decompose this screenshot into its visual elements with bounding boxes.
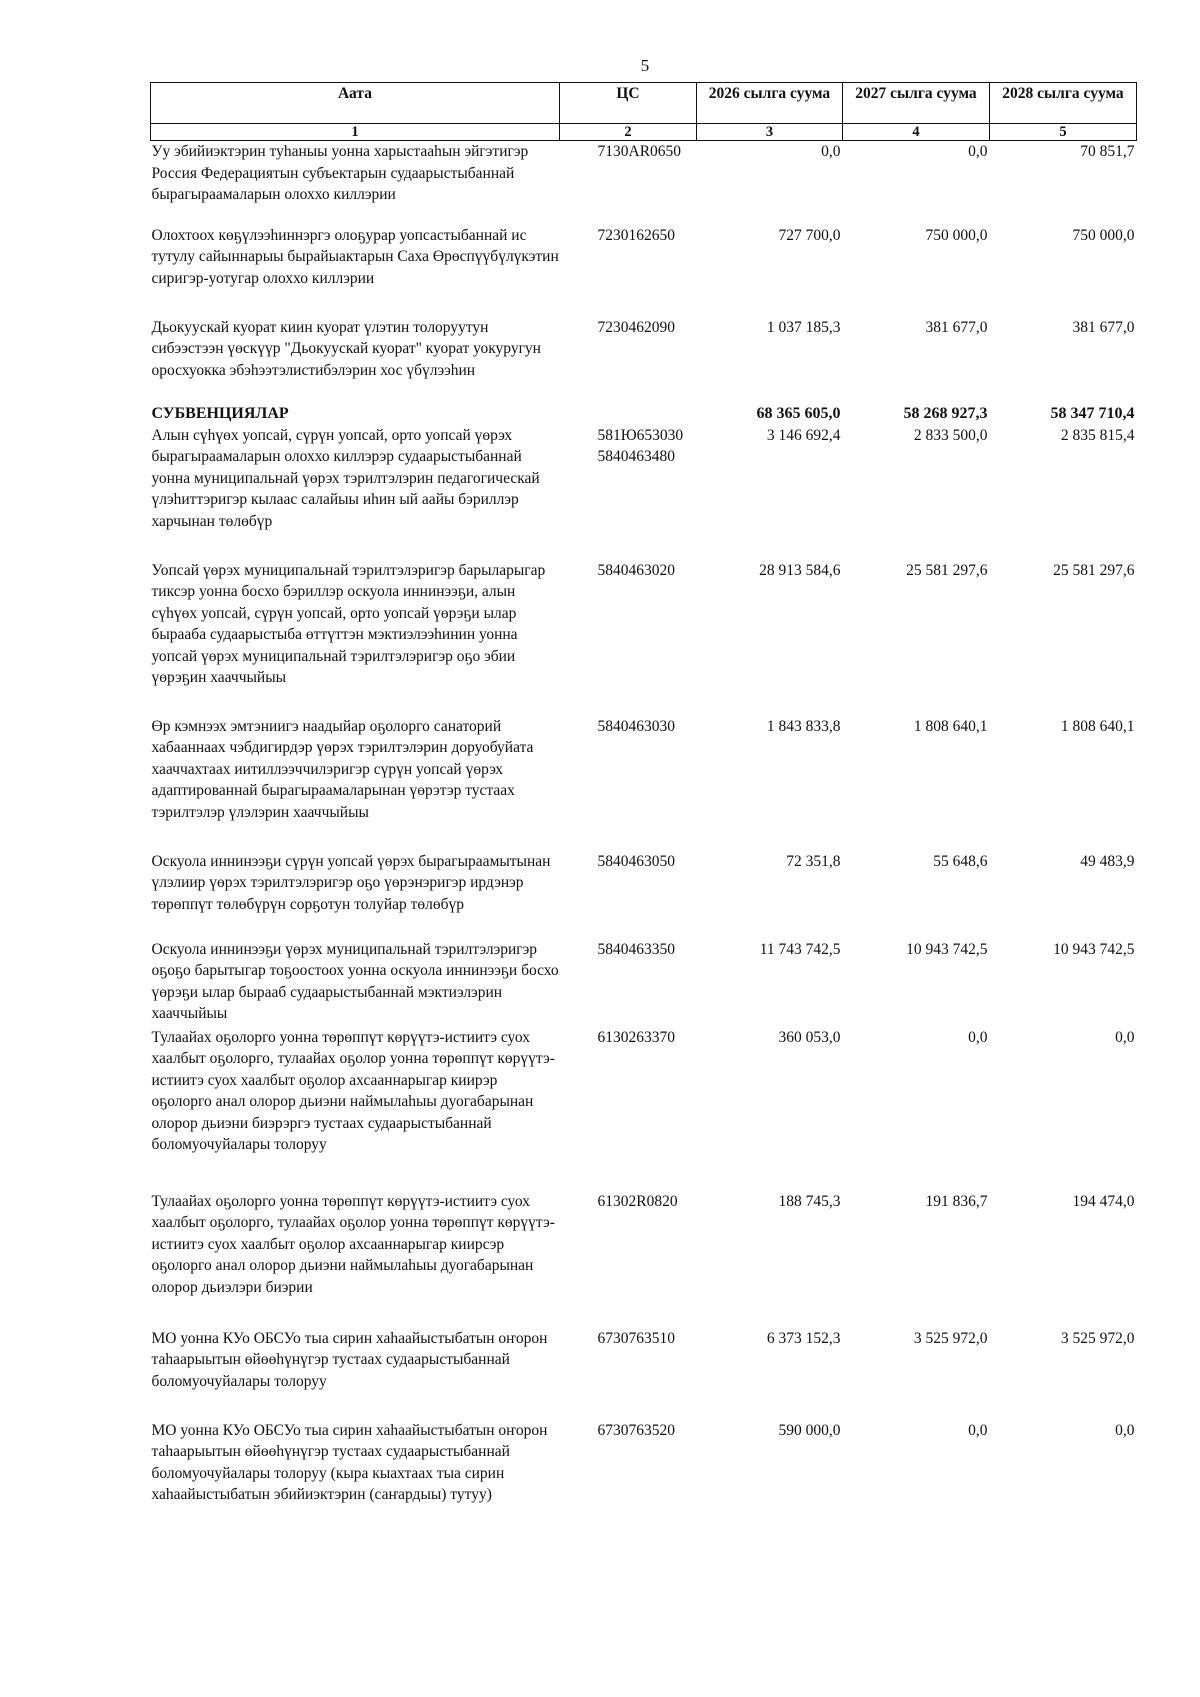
row-value-2028: 1 808 640,1: [1060, 717, 1135, 735]
row-value-2028: 0,0: [1115, 1421, 1135, 1439]
row-value-2027: 55 648,6: [933, 852, 988, 870]
row-code: 7130AR0650: [597, 143, 682, 160]
row-code: 5840463350: [597, 940, 675, 958]
row-name: Дьокуускай куорат киин куорат үлэтин толоруутун сибээстээн үөскүүр "Дьокуускай куорат" куорат уокуругун оросхуокка эбэһээтэлистибэлэрин хос үбүлээһин: [151, 318, 541, 379]
row-code: 61302R0820: [597, 1192, 678, 1210]
row-code: 5840463020: [597, 561, 675, 579]
row-name: Уопсай үөрэх муниципальнай тэрилтэлэригэр барыларыгар тиксэр уонна босхо бэриллэр оскуола иннинээҕи, алын сүһүөх уопсай, сүрүн уопсай, орто уопсай үөрэҕи ылар бырааба судаарыстыба өттүттэн мэктиэлээһинин уонна уопсай үөрэх муниципальнай тэрилтэлэригэр оҕо эбии үөрэҕин хааччыйыы: [151, 561, 546, 686]
row-value-2027: 0,0: [968, 1028, 988, 1046]
column-number: 3: [697, 124, 843, 141]
row-value-2028: 70 851,7: [1080, 143, 1135, 160]
row-value-2028: 49 483,9: [1080, 852, 1135, 870]
column-number: 2: [560, 124, 697, 141]
row-value-2027: 381 677,0: [925, 318, 988, 336]
column-number: 1: [151, 124, 560, 141]
header-2028: 2028 сылга суума: [990, 83, 1137, 124]
row-value-2027: 1 808 640,1: [913, 717, 988, 735]
row-code: [560, 403, 697, 425]
row-name: Уу эбийиэктэрин туһаныы уонна харыстааһын эйгэтигэр Россия Федерациятын субъектарын судаарыстыбаннай бырагыраамаларын олоххо киллэрии: [151, 143, 529, 203]
row-value-2028: 10 943 742,5: [1053, 940, 1135, 958]
table-row: [151, 425, 1137, 560]
table-row: [151, 225, 1137, 317]
row-name: Алын сүһүөх уопсай, сүрүн уопсай, орто уопсай үөрэх бырагыраамаларын олоххо киллэрэр судаарыстыбаннай уонна муниципальнай үөрэх тэрилтэлэрин педагогическай үлэһиттэригэр кылаас салайыы иһин ый аайы бэриллэр харчынан төлөбүр: [151, 426, 540, 530]
row-value-2028: 58 347 710,4: [1050, 404, 1135, 422]
row-name: МО уонна КУо ОБСУо тыа сирин хаһаайыстыбатын оҥорон таһаарыытын өйөөһүнүгэр тустаах судаарыстыбаннай боломуочуйалары толоруу: [151, 1329, 548, 1390]
row-code: 6130263370: [597, 1028, 675, 1046]
row-value-2026: 68 365 605,0: [756, 404, 841, 422]
row-value-2026: 360 053,0: [778, 1028, 841, 1046]
subtotal-row: [151, 403, 1137, 425]
row-value-2026: 28 913 584,6: [759, 561, 841, 579]
table-row: [151, 317, 1137, 403]
row-name: МО уонна КУо ОБСУо тыа сирин хаһаайыстыбатын оҥорон таһаарыытын өйөөһүнүгэр тустаах судаарыстыбаннай боломуочуйалары толоруу (кыра кыахтаах тыа сирин хаһаайыстыбатын эбийиэктэрин (саҥардыы) тутуу): [151, 1421, 548, 1503]
row-value-2027: 58 268 927,3: [903, 404, 988, 422]
row-value-2028: 194 474,0: [1072, 1192, 1135, 1210]
row-value-2026: 3 146 692,4: [766, 426, 841, 444]
row-value-2028: 3 525 972,0: [1060, 1329, 1135, 1347]
row-value-2026: 72 351,8: [786, 852, 841, 870]
row-value-2026: 11 743 742,5: [759, 940, 841, 958]
header-row: [151, 83, 1137, 124]
row-value-2028: 750 000,0: [1072, 226, 1135, 244]
row-name: СУБВЕНЦИЯЛАР: [151, 404, 289, 422]
table-row: [151, 1420, 1137, 1535]
row-code: 6730763510: [597, 1329, 675, 1347]
row-value-2026: 188 745,3: [778, 1192, 841, 1210]
row-value-2027: 10 943 742,5: [906, 940, 988, 958]
row-value-2026: 6 373 152,3: [766, 1329, 841, 1347]
column-number: 4: [843, 124, 990, 141]
budget-table: [150, 82, 1137, 1535]
row-value-2028: 25 581 297,6: [1053, 561, 1135, 579]
row-name: Олохтоох көҕүлээһиннэргэ олоҕурар уопсастыбаннай ис тутулу сайыннарыы бырайыактарын Саха Өрөспүүбүлүкэтин сиригэр-уотугар олоххо киллэрии: [151, 226, 559, 287]
row-value-2028: 0,0: [1115, 1028, 1135, 1046]
table-row: [151, 141, 1137, 225]
table-row: [151, 939, 1137, 1027]
row-value-2027: 750 000,0: [925, 226, 988, 244]
row-code: 5840463030: [597, 717, 675, 735]
row-code: 5840463050: [597, 852, 675, 870]
table-row: [151, 1027, 1137, 1191]
table-row: [151, 851, 1137, 939]
row-value-2026: 727 700,0: [778, 226, 841, 244]
row-name: Тулаайах оҕолорго уонна төрөппүт көрүүтэ-истиитэ суох хаалбыт оҕолорго, тулаайах оҕолор уонна төрөппүт көрүүтэ-истиитэ суох хаалбыт оҕолор ахсааннарыгар киирэр оҕолорго анал олорор дьиэни наймылаһыы дуогабарынан олорор дьиэни биэрэргэ тустаах судаарыстыбаннай боломуочуйалары толоруу: [151, 1028, 555, 1153]
row-value-2027: 0,0: [968, 1421, 988, 1439]
row-value-2027: 191 836,7: [925, 1192, 988, 1210]
column-number: 5: [990, 124, 1137, 141]
row-name: Оскуола иннинээҕи сүрүн уопсай үөрэх бырагыраамытынан үлэлиир үөрэх тэрилтэлэригэр оҕо үөрэнэригэр ирдэнэр төрөппүт төлөбүрүн сорҕотун толуйар төлөбүр: [151, 852, 551, 913]
row-value-2026: 1 037 185,3: [766, 318, 841, 336]
row-name: Оскуола иннинээҕи үөрэх муниципальнай тэрилтэлэригэр оҕоҕо барытыгар тоҕоостоох уонна оскуола иннинээҕи босхо үөрэҕи ылар бырааб судаарыстыбаннай мэктиэлэрин хааччыйыы: [151, 940, 559, 1022]
header-name: Аата: [151, 83, 560, 124]
table-row: [151, 1191, 1137, 1328]
page-number: 5: [640, 56, 650, 75]
row-value-2028: 381 677,0: [1072, 318, 1135, 336]
header-code: ЦС: [560, 83, 697, 124]
row-value-2027: 25 581 297,6: [906, 561, 988, 579]
row-value-2026: 0,0: [821, 143, 841, 160]
table-row: [151, 1328, 1137, 1420]
row-code: 581Ю653030 5840463480: [597, 426, 684, 465]
table-row: [151, 560, 1137, 716]
row-name: Тулаайах оҕолорго уонна төрөппүт көрүүтэ-истиитэ суох хаалбыт оҕолорго, тулаайах оҕолор уонна төрөппүт көрүүтэ-истиитэ суох хаалбыт оҕолор ахсааннарыгар киирсэр оҕолорго анал олорор дьиэни наймылаһыы дуогабарынан олорор дьиэлэри биэрии: [151, 1192, 555, 1296]
row-value-2027: 2 833 500,0: [913, 426, 988, 444]
row-value-2028: 2 835 815,4: [1060, 426, 1135, 444]
header-2027: 2027 сылга суума: [843, 83, 990, 124]
row-code: 7230462090: [597, 318, 675, 336]
row-value-2027: 0,0: [968, 143, 988, 160]
row-name: Өр кэмнээх эмтэниигэ наадыйар оҕолорго санаторий хабааннаах чэбдигирдэр үөрэх тэрилтэлэрин доруобуйата хааччахтаах иитиллээччилэригэр сүрүн уопсай үөрэх адаптированнай бырагыраамаларынан үөрэтэр тустаах тэрилтэлэр үлэлэрин хааччыйыы: [151, 717, 534, 821]
row-value-2026: 590 000,0: [778, 1421, 841, 1439]
column-number-row: [151, 124, 1137, 141]
table-row: [151, 716, 1137, 851]
row-value-2027: 3 525 972,0: [913, 1329, 988, 1347]
row-code: 7230162650: [597, 226, 675, 244]
row-code: 6730763520: [597, 1421, 675, 1439]
row-value-2026: 1 843 833,8: [766, 717, 841, 735]
header-2026: 2026 сылга суума: [697, 83, 843, 124]
